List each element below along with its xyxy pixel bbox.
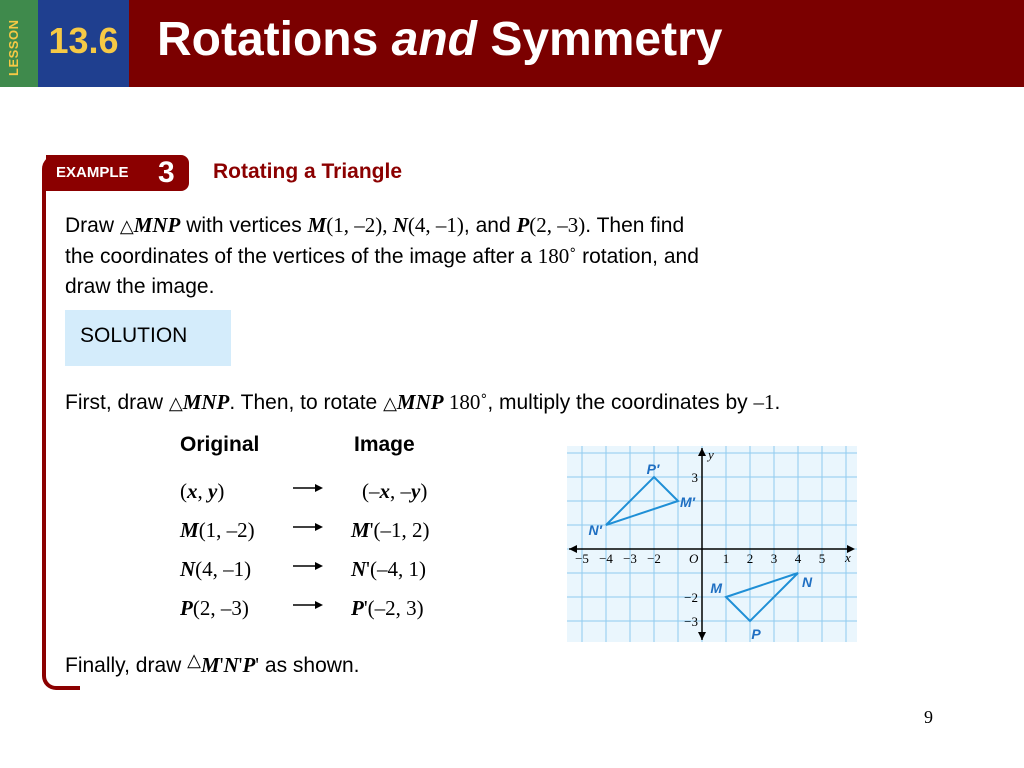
x-tick-label: −3 <box>623 551 637 566</box>
x-axis-label: x <box>845 550 851 565</box>
example-label: EXAMPLE <box>56 164 129 181</box>
lesson-number: 13.6 <box>48 20 119 61</box>
column-header-image: Image <box>354 433 415 456</box>
x-tick-label: 4 <box>794 551 802 566</box>
vertex-label-p-prime: P′ <box>646 461 660 477</box>
table-row-image: P'(–2, 3) <box>351 596 424 620</box>
arrow-icon <box>293 482 323 494</box>
table-row-original: (x, y) <box>180 479 225 503</box>
table-row-image: (–x, –y) <box>362 479 428 503</box>
table-row-image: M'(–1, 2) <box>351 518 430 542</box>
vertex-label-m-prime: M′ <box>680 494 696 510</box>
example-tab <box>46 155 189 191</box>
first-step-text: First, draw △MNP. Then, to rotate △MNP 180˚, multiply the coordinates by –1. <box>65 390 781 414</box>
x-tick-label: −2 <box>647 551 661 566</box>
page-title: Rotations and Symmetry <box>157 13 723 66</box>
table-row-original: N(4, –1) <box>180 557 252 581</box>
header-bar <box>0 0 1024 87</box>
vertex-label-n-prime: N′ <box>588 522 602 538</box>
lesson-label: LESSON <box>6 19 21 76</box>
y-tick-label: −3 <box>684 614 698 629</box>
y-axis-label: y <box>708 447 714 462</box>
solution-box <box>65 310 231 366</box>
table-row-original: M(1, –2) <box>180 518 255 542</box>
arrow-icon <box>293 521 323 533</box>
x-tick-label: 5 <box>818 551 826 566</box>
table-row-original: P(2, –3) <box>180 596 249 620</box>
problem-line-2: the coordinates of the vertices of the image after a 180˚ rotation, and <box>65 244 699 268</box>
x-tick-label: 1 <box>722 551 730 566</box>
example-title: Rotating a Triangle <box>213 160 403 183</box>
y-tick-label: −2 <box>684 590 698 605</box>
vertex-label-m: M <box>710 580 722 596</box>
grid-background <box>567 446 857 642</box>
coordinate-graph <box>567 446 857 642</box>
origin-label: O <box>689 551 699 566</box>
x-tick-label: −5 <box>575 551 589 566</box>
x-tick-label: −4 <box>599 551 613 566</box>
page-number: 9 <box>924 707 933 727</box>
solution-label: SOLUTION <box>80 324 188 347</box>
vertex-label-n: N <box>802 574 813 590</box>
arrow-icon <box>293 599 323 611</box>
arrow-icon <box>293 560 323 572</box>
y-tick-label: 3 <box>691 470 698 485</box>
problem-line-3: draw the image. <box>65 275 215 298</box>
x-tick-label: 3 <box>770 551 778 566</box>
x-tick-label: 2 <box>746 551 754 566</box>
example-number: 3 <box>158 156 175 189</box>
lesson-strip <box>0 0 38 87</box>
problem-line-1: Draw △MNP with vertices M(1, –2), N(4, –1), and P(2, –3). Then find <box>65 213 685 237</box>
column-header-original: Original <box>180 433 260 456</box>
vertex-label-p: P <box>751 626 761 642</box>
finally-text: Finally, draw △M'N'P' as shown. <box>65 650 360 677</box>
lesson-number-box <box>38 0 129 87</box>
table-row-image: N'(–4, 1) <box>351 557 426 581</box>
